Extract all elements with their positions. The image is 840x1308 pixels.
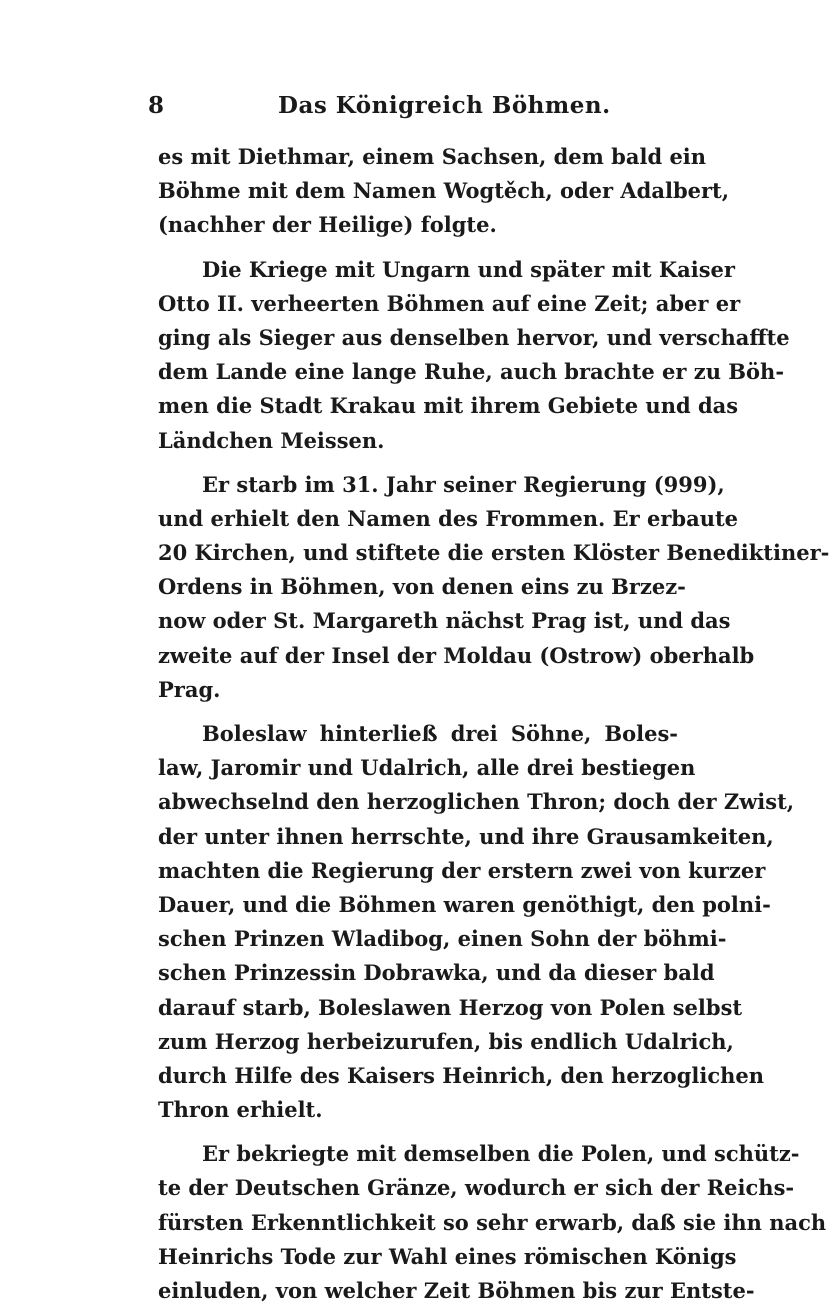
text-line: Die Kriege mit Ungarn und später mit Kaiser xyxy=(202,256,735,282)
text-line: dem Lande eine lange Ruhe, auch brachte er zu Böh- xyxy=(158,359,785,385)
paragraph xyxy=(158,253,790,458)
text-line: Ländchen Meissen. xyxy=(158,427,385,453)
text-line: zweite auf der Insel der Moldau (Ostrow) oberhalb xyxy=(158,642,755,668)
text-line: einluden, von welcher Zeit Böhmen bis zur Entste- xyxy=(158,1278,755,1303)
text-line: schen Prinzen Wladibog, einen Sohn der böhmi- xyxy=(158,926,727,952)
text-line: darauf starb, Boleslawen Herzog von Polen selbst xyxy=(158,994,743,1020)
text-line: Er starb im 31. Jahr seiner Regierung (999), xyxy=(202,471,725,497)
text-line: men die Stadt Krakau mit ihrem Gebiete und das xyxy=(158,393,739,419)
text-line: law, Jaromir und Udalrich, alle drei bestiegen xyxy=(158,755,696,781)
text-line: der unter ihnen herrschte, und ihre Grausamkeiten, xyxy=(158,823,774,849)
paragraph xyxy=(158,468,830,707)
text-line: (nachher der Heilige) folgte. xyxy=(158,212,497,238)
text-line: durch Hilfe des Kaisers Heinrich, den herzoglichen xyxy=(158,1062,765,1088)
paragraph xyxy=(158,717,795,1127)
paragraph xyxy=(158,140,730,243)
text-line: now oder St. Margareth nächst Prag ist, und das xyxy=(158,608,731,634)
text-line: Prag. xyxy=(158,676,221,702)
text-line: Ordens in Böhmen, von denen eins zu Brzez- xyxy=(158,574,686,600)
text-line: Er bekriegte mit demselben die Polen, und schütz- xyxy=(202,1141,800,1167)
text-line: fürsten Erkenntlichkeit so sehr erwarb, daß sie ihn nach xyxy=(158,1209,827,1235)
text-line: Böhme mit dem Namen Wogtěch, oder Adalbert, xyxy=(158,178,730,204)
paragraph xyxy=(158,1137,827,1308)
text-line: machten die Regierung der erstern zwei von kurzer xyxy=(158,857,766,883)
page-number: 8 xyxy=(148,92,165,119)
text-line: te der Deutschen Gränze, wodurch er sich der Reichs- xyxy=(158,1175,795,1201)
text-line: Heinrichs Tode zur Wahl eines römischen Königs xyxy=(158,1243,737,1269)
page-header xyxy=(148,92,688,128)
body-text xyxy=(158,140,830,1308)
text-line: zum Herzog herbeizurufen, bis endlich Udalrich, xyxy=(158,1028,734,1054)
text-line: und erhielt den Namen des Frommen. Er erbaute xyxy=(158,505,739,531)
text-line: Dauer, und die Böhmen waren genöthigt, den polni- xyxy=(158,891,771,917)
text-line: ging als Sieger aus denselben hervor, und verschaffte xyxy=(158,324,790,350)
text-line: schen Prinzessin Dobrawka, und da dieser bald xyxy=(158,960,715,986)
text-line: 20 Kirchen, und stiftete die ersten Klöster Benediktiner- xyxy=(158,540,830,566)
text-line: Boleslaw hinterließ drei Söhne, Boles- xyxy=(202,721,678,746)
text-line: abwechselnd den herzoglichen Thron; doch der Zwist, xyxy=(158,789,795,815)
text-line: Otto II. verheerten Böhmen auf eine Zeit; aber er xyxy=(158,290,741,316)
running-title: Das Königreich Böhmen. xyxy=(278,92,611,119)
text-line: Thron erhielt. xyxy=(158,1097,323,1123)
text-line: es mit Diethmar, einem Sachsen, dem bald ein xyxy=(158,144,707,169)
